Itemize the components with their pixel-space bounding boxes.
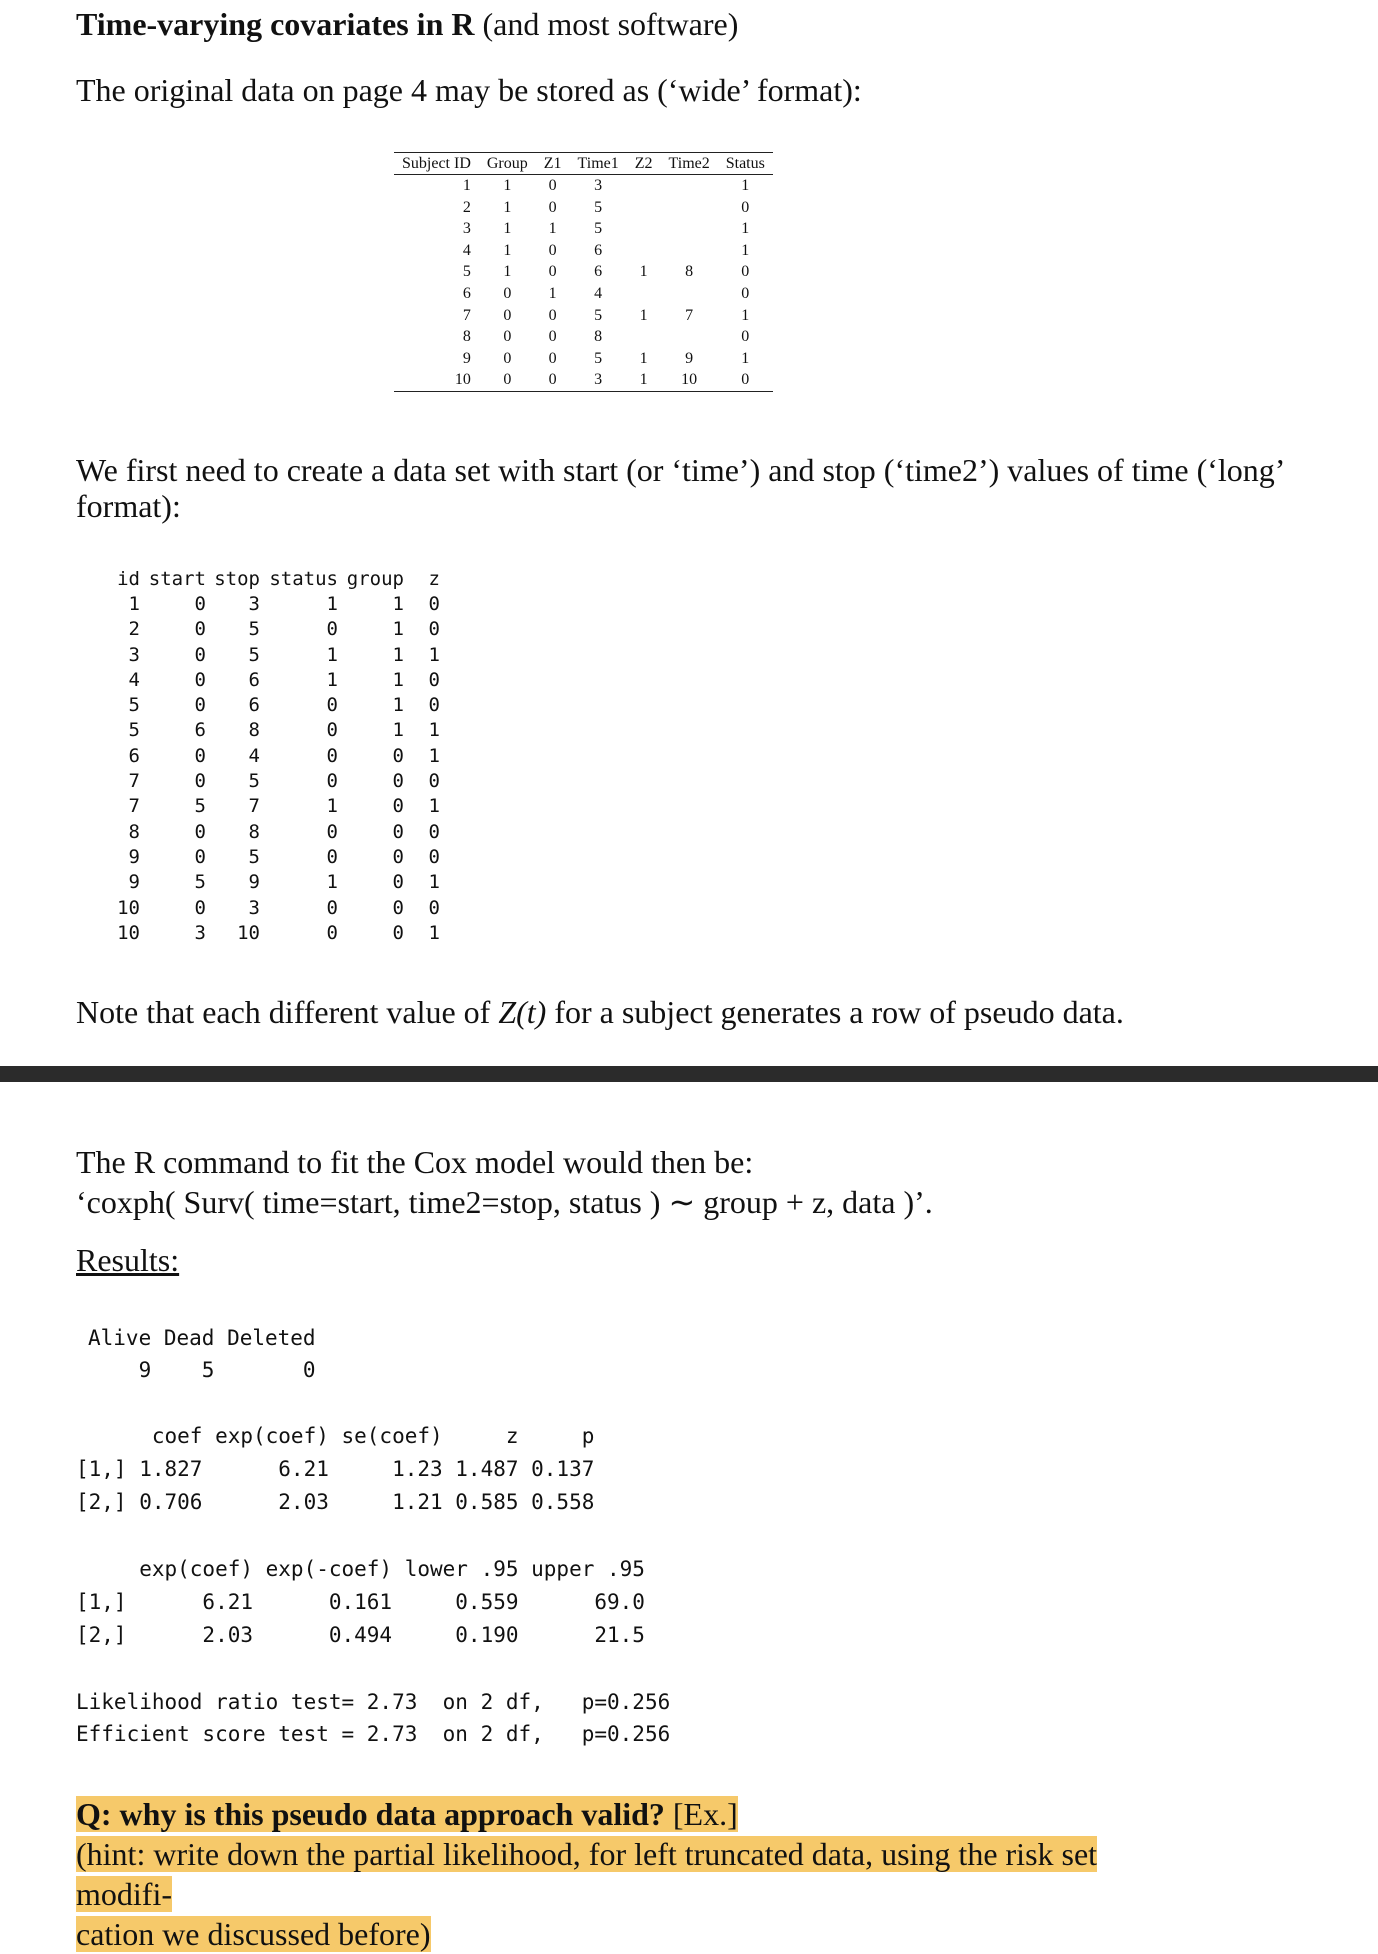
hint-line-1: (hint: write down the partial likelihood, for left truncated data, using the risk set modifi-: [76, 1836, 1098, 1912]
long-cell: 1: [392, 618, 404, 641]
long-table-row: [92, 668, 440, 693]
wide-cell: 0: [503, 284, 512, 302]
wide-cell: [661, 240, 718, 262]
wide-cell: 0: [503, 306, 512, 324]
long-cell: 5: [248, 643, 260, 666]
slide-divider: [0, 1066, 1378, 1082]
long-cell: 1: [392, 593, 404, 615]
long-cell: 0: [194, 643, 206, 666]
long-cell: 7: [128, 795, 140, 818]
cox-command-line-1: The R command to fit the Cox model would then be:: [76, 1144, 754, 1180]
exercise-question: [76, 1794, 1198, 1954]
long-cell: 9: [128, 871, 140, 894]
wide-cell: 5: [594, 349, 603, 367]
long-cell: 8: [248, 820, 260, 843]
pseudo-data-note: [76, 994, 1124, 1031]
long-cell: 0: [194, 770, 206, 793]
long-cell: 1: [326, 795, 338, 818]
long-cell: 1: [326, 871, 338, 894]
long-cell: 0: [392, 795, 404, 818]
wide-col-header: Time1: [570, 153, 627, 175]
cox-command-line-2: ‘coxph( Surv( time=start, time2=stop, status ) ∼ group + z, data )’.: [76, 1184, 933, 1220]
long-cell: 1: [326, 643, 338, 666]
long-cell: 1: [428, 921, 440, 944]
long-cell: 0: [194, 820, 206, 843]
long-cell: 0: [194, 618, 206, 641]
long-cell: 1: [392, 668, 404, 691]
wide-cell: 3: [570, 369, 627, 391]
long-cell: 1: [128, 593, 140, 615]
note-math: Z(t): [498, 994, 547, 1030]
wide-cell: 0: [718, 369, 773, 391]
long-table-row: [92, 744, 440, 769]
ci-header: exp(coef) exp(-coef) lower .95 upper .95: [76, 1557, 645, 1581]
wide-cell: 1: [462, 177, 471, 194]
wide-cell: 1: [503, 263, 512, 281]
long-cell: 0: [428, 593, 440, 615]
wide-cell: 6: [594, 263, 603, 281]
long-col-header: start: [148, 568, 206, 590]
long-cell: 0: [392, 871, 404, 894]
long-cell: 0: [326, 744, 338, 767]
wide-cell: 0: [536, 369, 570, 391]
wide-cell: 1: [639, 349, 648, 367]
long-cell: 3: [194, 921, 206, 944]
long-cell: 0: [326, 694, 338, 717]
long-cell: 0: [392, 896, 404, 919]
wide-cell: 8: [594, 328, 603, 346]
wide-table-row: [394, 348, 773, 370]
wide-cell: 0: [479, 369, 536, 391]
wide-cell: 9: [685, 349, 694, 367]
long-table-row: [92, 896, 440, 921]
long-col-header: z: [428, 568, 440, 590]
long-cell: 0: [194, 845, 206, 868]
wide-cell: 9: [462, 349, 471, 367]
wide-cell: [627, 197, 661, 219]
long-col-header: group: [346, 568, 404, 590]
wide-table-row: [394, 283, 773, 305]
long-cell: 5: [248, 770, 260, 793]
wide-cell: 0: [741, 328, 750, 346]
long-cell: 1: [428, 643, 440, 666]
wide-cell: 0: [548, 263, 557, 281]
long-cell: 1: [326, 668, 338, 691]
long-cell: 10: [117, 921, 140, 944]
long-table-row: [92, 693, 440, 718]
long-cell: 4: [128, 668, 140, 691]
wide-cell: [661, 175, 718, 197]
long-cell: 0: [326, 921, 338, 944]
long-table-row: [92, 845, 440, 870]
long-cell: 1: [428, 744, 440, 767]
wide-cell: 0: [548, 198, 557, 216]
wide-table-row: [394, 261, 773, 283]
long-cell: 0: [326, 845, 338, 868]
long-cell: 0: [194, 593, 206, 615]
wide-cell: 8: [462, 328, 471, 346]
note-after: for a subject generates a row of pseudo data.: [546, 994, 1124, 1030]
page-title: [76, 6, 738, 43]
long-table-row: [92, 921, 440, 946]
wide-cell: 1: [741, 349, 750, 367]
long-cell: 4: [248, 744, 260, 767]
long-table-row: [92, 769, 440, 794]
long-cell: 0: [326, 896, 338, 919]
long-cell: 0: [428, 820, 440, 843]
long-cell: 2: [128, 618, 140, 641]
long-cell: 1: [392, 719, 404, 742]
long-table-header-row: [92, 566, 440, 592]
long-cell: 9: [248, 871, 260, 894]
wide-cell: [661, 197, 718, 219]
wide-cell: 1: [503, 177, 512, 194]
wide-cell: [627, 175, 661, 197]
wide-cell: [627, 240, 661, 262]
wide-col-header: Z1: [536, 153, 570, 175]
long-cell: 0: [428, 770, 440, 793]
long-cell: 0: [428, 668, 440, 691]
long-cell: 5: [248, 618, 260, 641]
wide-cell: 5: [462, 263, 471, 281]
long-cell: 1: [428, 795, 440, 818]
likelihood-ratio-test: Likelihood ratio test= 2.73 on 2 df, p=0.256: [76, 1690, 671, 1714]
wide-table-body: [394, 175, 773, 392]
long-table-row: [92, 592, 440, 617]
cox-command-text: [76, 1142, 933, 1222]
long-cell: 0: [392, 820, 404, 843]
wide-col-header: Subject ID: [394, 153, 479, 175]
long-cell: 9: [128, 845, 140, 868]
long-table-row: [92, 820, 440, 845]
wide-table-row: [394, 197, 773, 219]
wide-cell: 5: [594, 306, 603, 324]
coef-row-1: [1,] 1.827 6.21 1.23 1.487 0.137: [76, 1457, 595, 1481]
long-table-row: [92, 870, 440, 895]
long-cell: 1: [428, 871, 440, 894]
wide-cell: 1: [741, 220, 750, 238]
wide-table-row: [394, 305, 773, 327]
long-table-row: [92, 794, 440, 819]
wide-cell: [661, 283, 718, 305]
wide-cell: 1: [503, 241, 512, 259]
wide-table-row: [394, 240, 773, 262]
wide-table-row: [394, 218, 773, 240]
long-cell: 8: [248, 719, 260, 742]
wide-cell: 0: [741, 263, 750, 281]
wide-cell: 1: [639, 306, 648, 324]
wide-table-row: [394, 326, 773, 348]
wide-cell: 0: [741, 198, 750, 216]
wide-cell: 1: [627, 369, 661, 391]
wide-cell: [661, 326, 718, 348]
wide-cell: 4: [594, 284, 603, 302]
results-label: Results:: [76, 1242, 180, 1278]
wide-cell: 6: [462, 284, 471, 302]
wide-cell: 1: [741, 306, 750, 324]
wide-cell: [661, 218, 718, 240]
wide-cell: [627, 283, 661, 305]
long-cell: 0: [428, 845, 440, 868]
wide-cell: 6: [594, 241, 603, 259]
long-cell: 0: [428, 694, 440, 717]
wide-cell: 0: [503, 328, 512, 346]
ci-row-1: [1,] 6.21 0.161 0.559 69.0: [76, 1590, 645, 1614]
long-cell: 5: [248, 845, 260, 868]
wide-format-table: [394, 152, 773, 392]
wide-cell: 2: [462, 198, 471, 216]
long-cell: 0: [392, 770, 404, 793]
wide-cell: 0: [548, 349, 557, 367]
long-format-intro: We first need to create a data set with start (or ‘time’) and stop (‘time2’) values of time (‘long’ format):: [76, 452, 1284, 524]
page-title-rest: (and most software): [482, 6, 739, 42]
long-format-table: [92, 566, 440, 946]
wide-cell: 10: [394, 369, 479, 391]
long-col-header: stop: [214, 568, 260, 590]
long-cell: 10: [237, 921, 260, 944]
wide-cell: 1: [503, 220, 512, 238]
wide-cell: 0: [548, 306, 557, 324]
wide-cell: 7: [685, 306, 694, 324]
page-title-bold: Time-varying covariates in R: [76, 6, 475, 42]
long-cell: 6: [248, 668, 260, 691]
exercise-tag: [Ex.]: [672, 1796, 738, 1832]
long-table-body: [92, 592, 440, 946]
wide-cell: 10: [661, 369, 718, 391]
long-cell: 7: [248, 795, 260, 818]
long-cell: 0: [194, 896, 206, 919]
wide-cell: [627, 218, 661, 240]
long-cell: 0: [428, 896, 440, 919]
long-cell: 0: [326, 820, 338, 843]
question-text: Q: why is this pseudo data approach valid?: [76, 1796, 665, 1832]
coef-row-2: [2,] 0.706 2.03 1.21 0.585 0.558: [76, 1490, 595, 1514]
long-cell: 0: [392, 845, 404, 868]
long-cell: 6: [128, 744, 140, 767]
long-cell: 1: [326, 593, 338, 615]
wide-col-header: Status: [718, 153, 773, 175]
wide-cell: 1: [548, 220, 557, 238]
long-table-row: [92, 643, 440, 668]
counts-values: 9 5 0: [88, 1358, 316, 1382]
hint-line-2: cation we discussed before): [76, 1916, 431, 1952]
long-col-header: id: [117, 568, 140, 590]
wide-cell: 0: [503, 349, 512, 367]
wide-cell: 3: [462, 220, 471, 238]
wide-cell: 0: [548, 177, 557, 194]
long-cell: 0: [326, 770, 338, 793]
long-cell: 1: [392, 643, 404, 666]
wide-cell: 0: [741, 284, 750, 302]
wide-cell: 1: [741, 241, 750, 259]
wide-cell: 4: [462, 241, 471, 259]
wide-cell: 3: [594, 177, 603, 194]
wide-cell: [627, 326, 661, 348]
wide-table-row: [394, 175, 773, 197]
long-cell: 0: [194, 668, 206, 691]
long-cell: 0: [326, 618, 338, 641]
wide-cell: 1: [503, 198, 512, 216]
wide-cell: 7: [462, 306, 471, 324]
long-table-row: [92, 617, 440, 642]
long-cell: 0: [392, 744, 404, 767]
long-cell: 3: [248, 593, 260, 615]
long-cell: 5: [194, 795, 206, 818]
long-cell: 0: [326, 719, 338, 742]
long-cell: 10: [117, 896, 140, 919]
wide-cell: 1: [639, 263, 648, 281]
long-cell: 5: [128, 719, 140, 742]
wide-cell: 0: [548, 328, 557, 346]
wide-cell: 5: [594, 198, 603, 216]
ci-row-2: [2,] 2.03 0.494 0.190 21.5: [76, 1623, 645, 1647]
wide-cell: 8: [685, 263, 694, 281]
long-cell: 0: [194, 694, 206, 717]
long-cell: 1: [428, 719, 440, 742]
wide-col-header: Z2: [627, 153, 661, 175]
wide-table-header-row: [394, 153, 773, 175]
wide-cell: 1: [548, 284, 557, 302]
long-cell: 6: [248, 694, 260, 717]
counts-header: Alive Dead Deleted: [88, 1326, 316, 1350]
long-cell: 5: [128, 694, 140, 717]
long-cell: 6: [194, 719, 206, 742]
long-cell: 3: [128, 643, 140, 666]
long-cell: 5: [194, 871, 206, 894]
efficient-score-test: Efficient score test = 2.73 on 2 df, p=0.256: [76, 1722, 671, 1746]
long-cell: 0: [428, 618, 440, 641]
coef-header: coef exp(coef) se(coef) z p: [76, 1424, 595, 1448]
wide-table-row: [394, 369, 773, 391]
wide-cell: 5: [594, 220, 603, 238]
long-cell: 3: [248, 896, 260, 919]
note-before: Note that each different value of: [76, 994, 499, 1030]
long-cell: 0: [392, 921, 404, 944]
wide-col-header: Time2: [661, 153, 718, 175]
long-cell: 0: [194, 744, 206, 767]
long-table-row: [92, 718, 440, 743]
wide-cell: 1: [741, 177, 750, 194]
wide-col-header: Group: [479, 153, 536, 175]
wide-cell: 0: [548, 241, 557, 259]
long-cell: 7: [128, 770, 140, 793]
long-cell: 1: [392, 694, 404, 717]
long-cell: 8: [128, 820, 140, 843]
intro-text: The original data on page 4 may be stored as (‘wide’ format):: [76, 72, 862, 108]
long-col-header: status: [269, 568, 338, 590]
